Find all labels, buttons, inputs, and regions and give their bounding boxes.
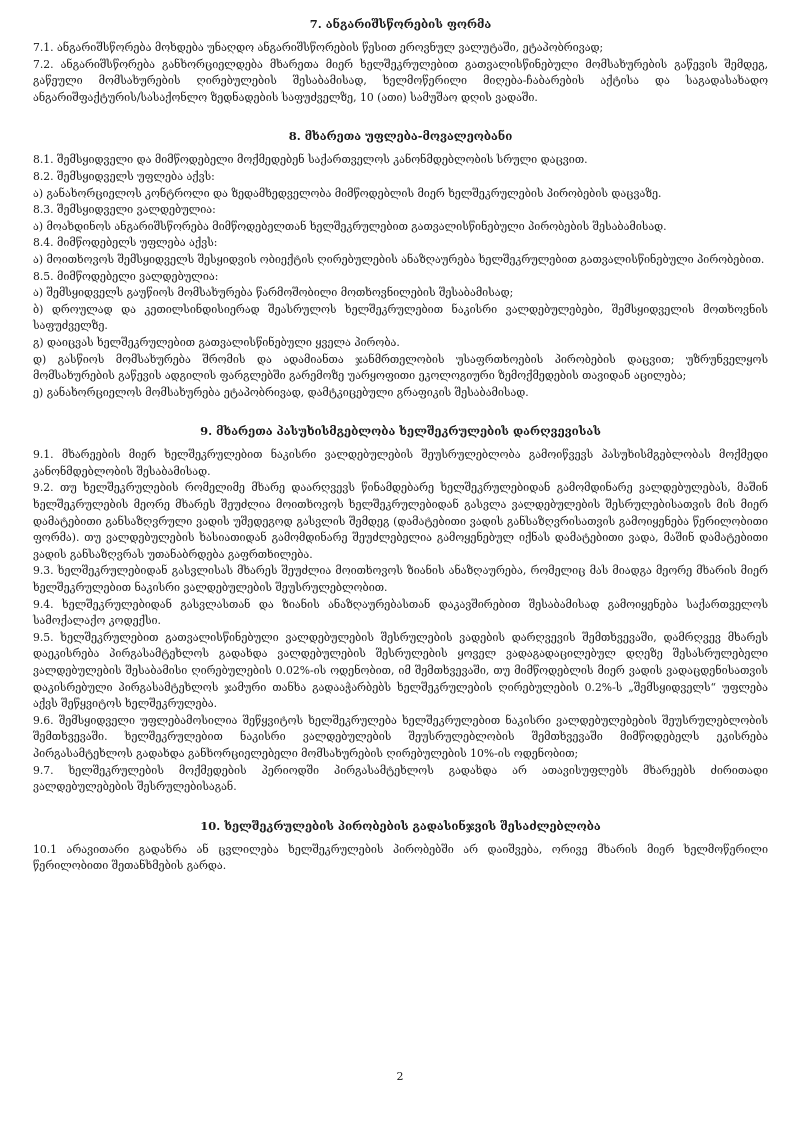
section-title-8: 8. მხარეთა უფლება-მოვალეობანი [288,129,513,144]
clause-8-5-d: დ) გასწიოს მომსახურება შრომის და ადამიანთა ჯანმრთელობის უსაფრთხოების პირობების დაცვით; უზრუნველყოს მომსახურების გაწევის ადგილის ფარგლებში გარემოზე უარყოფითი ეკოლოგიური ზემოქმედების თავიდან აცილება; [33,352,768,383]
clause-9-2: 9.2. თუ ხელშეკრულების რომელიმე მხარე დაარღვევს წინამდებარე ხელშეკრულებიდან გამომდინარე ვალდებულებას, მაშინ ხელშეკრულების მეორე მხარეს შეუძლია მოითხოვოს ხელშეკრულებიდან გასვლა ვალდებულების შესრულებისათვის მის მიერ დამატებითი განსაზღვრული ვადის უშედეგოდ გასვლის შემდეგ (დამატებითი ვადის განსაზღვრისათვის გამოიყენება წერილობითი ფორმა). თუ ვალდებულების ხასიათიდან გამომდინარე შეუძლებელია გამოყენებულ იქნას დამატებითი ვადა, მაშინ დამატებითი ვადის განსაზღვრას უთანაბრდება გაფრთხილება. [33,481,768,561]
clause-8-4-a: ა) მოითხოვოს შემსყიდველს შესყიდვის ობიექტის ღირებულების ანაზღაურება ხელშეკრულებით გათვალისწინებული პირობებით. [33,252,765,266]
clause-9-3: 9.3. ხელშეკრულებიდან გასვლისას მხარეს შეუძლია მოითხოვოს ზიანის ანაზღაურება, რომელიც მას მიადგა მეორე მხარის მიერ ხელშეკრულებით ნაკისრი ვალდებულების შეუსრულებლობით. [33,564,768,595]
clause-9-1: 9.1. მხარეების მიერ ხელშეკრულებით ნაკისრი ვალდებულების შეუსრულებლობა გამოიწვევს პასუხისმგებლობას მოქმედი კანონმდებლობის შესაბამისად. [33,448,768,478]
clause-7-1: 7.1. ანგარიშსწორება მოხდება უნაღდო ანგარიშსწორების წესით ეროვნულ ვალუტაში, ეტაპობრივად; [33,41,604,54]
clause-9-4: 9.4. ხელშეკრულებიდან გასვლასთან და ზიანის ანაზღაურებასთან დაკავშირებით შესაბამისად გამოიყენება საქართველოს სამოქალაქო კოდექსი. [33,597,768,628]
page-number: 2 [396,1070,404,1083]
clause-8-5-b: ბ) დროულად და კეთილსინდისიერად შეასრულოს ხელშეკრულებით ნაკისრი ვალდებულებები, შემსყიდველის მოთხოვნის საფუძველზე. [33,302,768,333]
section-title-7: 7. ანგარიშსწორების ფორმა [309,17,492,31]
clause-8-2: 8.2. შემსყიდველს უფლება აქვს: [33,169,215,183]
clause-8-5-e: ე) განახორციელოს მომსახურება ეტაპობრივად, დამტკიცებული გრაფიკის შესაბამისად. [33,385,529,399]
clause-9-5: 9.5. ხელშეკრულებით გათვალისწინებული ვალდებულების შესრულების ვადების დარღვევის შემთხვევაში, დამრღვევ მხარეს დაეკისრება პირგასამტეხლოს გადახდა ვალდებულების შესრულების ყოველ ვადაგადაცილებულ დღეზე შესასრულებელი ვალდებულების შესაბამისი ღირებულების 0.02%-ის ოდენობით, იმ შემთხვევაში, თუ მიმწოდებლის მიერ ვადის ვადაცდენისათვის დაკისრებული პირგასამტეხლოს ჯამური თანხა გადააჭარბებს ხელშეკრულების ღირებულების 0.2%-ს „შემსყიდველს“ უფლება აქვს შეწყვიტოს ხელშეკრულება. [33,630,768,711]
clause-8-2-a: ა) განახორციელოს კონტროლი და ზედამხედველობა მიმწოდებლის მიერ ხელშეკრულების პირობების დაცვაზე. [33,186,662,200]
section-title-9: 9. მხარეთა პასუხისმგებლობა ხელშეკრულების დარღვევისას [200,424,601,439]
clause-8-5: 8.5. მიმწოდებელი ვალდებულია: [33,269,219,283]
clause-8-5-g: გ) დაიცვას ხელშეკრულებით გათვალისწინებული ყველა პირობა. [33,335,400,349]
clause-8-1: 8.1. შემსყიდველი და მიმწოდებელი მოქმედებენ საქართველოს კანონმდებლობის სრული დაცვით. [33,153,588,167]
clause-9-7: 9.7. ხელშეკრულების მოქმედების პერიოდში პირგასამტეხლოს გადახდა არ ათავისუფლებს მხარეებს ძირითადი ვალდებულებების შესრულებისაგან. [33,763,768,794]
clause-8-5-a: ა) შემსყიდველს გაუწიოს მომსახურება წარმოშობილი მოთხოვნილების შესაბამისად; [33,286,514,300]
clause-7-2: 7.2. ანგარიშსწორება განხორციელდება მხარეთა მიერ ხელშეკრულებით გათვალისწინებული მომსახურების გაწევის შემდეგ, გაწეული მომსახურების ღირებულების შესაბამისად, ხელმოწერილი მიღება-ჩაბარების აქტისა და საგადასახადო ანგარიშფაქტურის/სასაქონლო ზედნადების საფუძველზე, 10 (ათი) სამუშაო დღის ვადაში. [33,57,768,104]
clause-9-6: 9.6. შემსყიდველი უფლებამოსილია შეწყვიტოს ხელშეკრულება ხელშეკრულებით ნაკისრი ვალდებულებების შეუსრულებლობის შემთხვევაში. ხელშეკრულებით ნაკისრი ვალდებულების შეუსრულებლობის შემთხვევაში მიმწოდებელს ეკისრება პირგასამტეხლოს გადახდა განხორციელებელი მომსახურების ღირებულების 10%-ის ოდენობით; [33,713,768,760]
clause-10-1: 10.1 არავითარი გადახრა ან ცვლილება ხელშეკრულების პირობებში არ დაიშვება, ორივე მხარის მიერ ხელმოწერილი წერილობითი შეთანხმების გარდა. [33,842,768,873]
clause-8-3-a: ა) მოახდინოს ანგარიშსწორება მიმწოდებელთან ხელშეკრულებით გათვალისწინებული პირობების შესაბამისად. [33,219,667,233]
section-title-10: 10. ხელშეკრულების პირობების გადასინჯვის შესაძლებლობა [200,818,601,833]
clause-8-4: 8.4. მიმწოდებელს უფლება აქვს: [33,236,218,250]
clause-8-3: 8.3. შემსყიდველი ვალდებულია: [33,203,216,217]
